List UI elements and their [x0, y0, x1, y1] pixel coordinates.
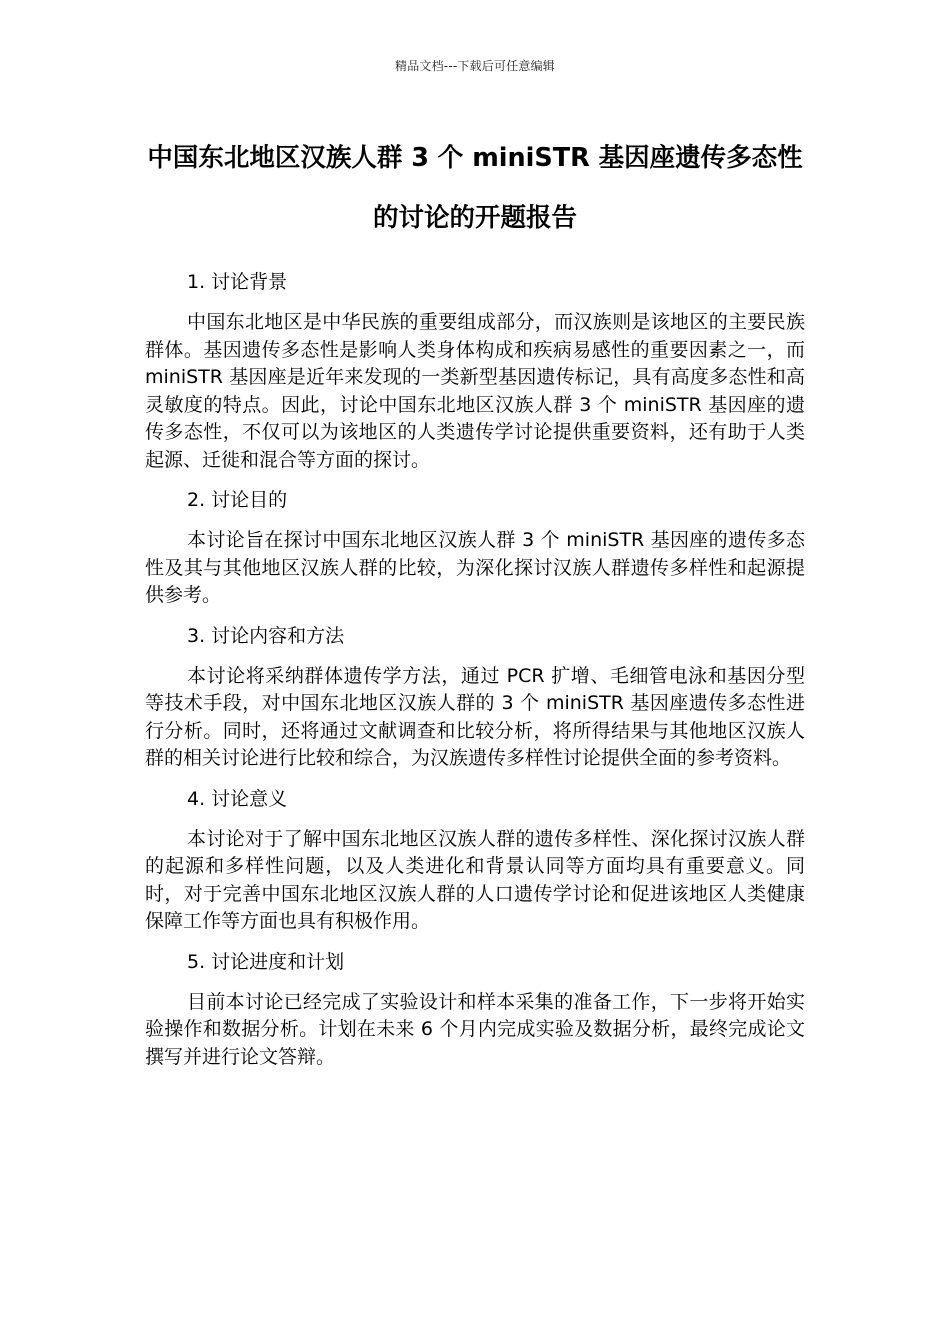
document-title: 中国东北地区汉族人群 3 个 miniSTR 基因座遗传多态性的讨论的开题报告 [147, 143, 803, 233]
section-paragraph: 本讨论将采纳群体遗传学方法，通过 PCR 扩增、毛细管电泳和基因分型等技术手段，对中国东北地区汉族人群的 3 个 miniSTR 基因座遗传多态性进行分析。同时，还将通过文献调查和比较分析，将所得结果与其他地区汉族人群的相关讨论进行比较和综合，为汉族遗传多样性讨论提供全面的参考资料。 [145, 664, 805, 769]
section-purpose [145, 487, 805, 610]
document-content [145, 269, 805, 1084]
section-heading: 3. 讨论内容和方法 [187, 624, 345, 647]
section-background [145, 269, 805, 474]
section-schedule [145, 949, 805, 1072]
section-heading: 4. 讨论意义 [187, 787, 288, 810]
header-note: 精品文档---下载后可任意编辑 [395, 59, 555, 73]
section-significance [145, 786, 805, 936]
section-heading: 5. 讨论进度和计划 [187, 950, 345, 973]
section-paragraph: 本讨论旨在探讨中国东北地区汉族人群 3 个 miniSTR 基因座的遗传多态性及其与其他地区汉族人群的比较，为深化探讨汉族人群遗传多样性和起源提供参考。 [145, 529, 805, 606]
section-heading: 1. 讨论背景 [187, 271, 288, 293]
section-content-methods [145, 623, 805, 773]
section-paragraph: 本讨论对于了解中国东北地区汉族人群的遗传多样性、深化探讨汉族人群的起源和多样性问题，以及人类进化和背景认同等方面均具有重要意义。同时，对于完善中国东北地区汉族人群的人口遗传学讨论和促进该地区人类健康保障工作等方面也具有积极作用。 [145, 827, 805, 932]
section-paragraph: 目前本讨论已经完成了实验设计和样本采集的准备工作，下一步将开始实验操作和数据分析。计划在未来 6 个月内完成实验及数据分析，最终完成论文撰写并进行论文答辩。 [145, 990, 805, 1068]
section-heading: 2. 讨论目的 [187, 489, 288, 511]
section-paragraph: 中国东北地区是中华民族的重要组成部分，而汉族则是该地区的主要民族群体。基因遗传多态性是影响人类身体构成和疾病易感性的重要因素之一，而 miniSTR 基因座是近年来发现的一类新型基因遗传标记，具有高度多态性和高灵敏度的特点。因此，讨论中国东北地区汉族人群 3 个 miniSTR 基因座的遗传多态性，不仅可以为该地区的人类遗传学讨论提供重要资料，还有助于人类起源、迁徙和混合等方面的探讨。 [145, 311, 805, 471]
